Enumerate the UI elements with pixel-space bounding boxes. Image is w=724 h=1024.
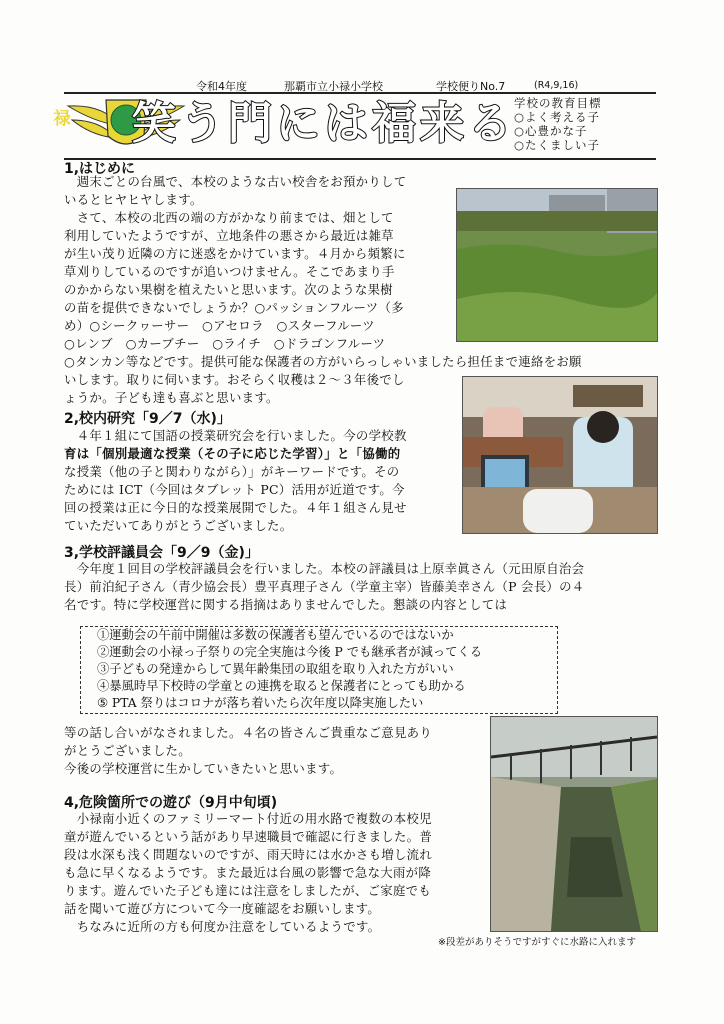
paragraph-line: のかからない果樹を植えたいと思います。次のような果樹 (64, 282, 393, 297)
section-4-body (64, 810, 432, 936)
paragraph-line: 名です。特に学校運営に関する指摘はありませんでした。懇談の内容としては (64, 597, 508, 612)
tablet-lesson-photo (463, 377, 657, 533)
section-2-body (64, 427, 407, 535)
paragraph-line: 今年度１回目の学校評議員会を行いました。本校の評議員は上原幸眞さん（元田原自治会 (64, 561, 585, 576)
paragraph-line: な授業（他の子と関わりながら）」がキーワードです。その (64, 464, 400, 479)
section-1-body (64, 173, 582, 407)
goal-item: ○たくましい子 (514, 138, 601, 152)
goal-item: ○よく考える子 (514, 110, 601, 124)
waterway-photo (490, 716, 658, 932)
paragraph-line: ４年１組にて国語の授業研究会を行いました。今の学校教 (64, 428, 407, 443)
section-2-heading: 2,校内研究「9／7（水)」 (64, 411, 231, 427)
discussion-points-box (80, 626, 558, 714)
discussion-point: ①運動会の午前中開催は多数の保護者も望んでいるのではないか (97, 628, 454, 642)
paragraph-line: 草刈りしているのですが追いつけません。そこであまり手 (64, 264, 395, 279)
discussion-point: ④暴風時早下校時の学童との連携を取ると保護者にとっても助かる (97, 679, 466, 693)
paragraph-line: 童が遊んでいるという話があり早速職員で確認に行きました。普 (64, 829, 433, 844)
discussion-point: ③子どもの発達からして異年齢集団の取組を取り入れた方がいい (97, 662, 454, 676)
paragraph-line: ちなみに近所の方も何度か注意をしているようです。 (64, 919, 381, 934)
paragraph-line: 小禄南小近くのファミリーマート付近の用水路で複数の本校児 (64, 811, 432, 826)
emblem-character: 禄 (53, 109, 71, 129)
goal-item: ○心豊かな子 (514, 124, 588, 138)
paragraph-line: ためには ICT（今回はタブレット PC）活用が近道です。今 (64, 482, 405, 497)
paragraph-line: ょうか。子ども達も喜ぶと思います。 (64, 390, 279, 405)
newsletter-title: 笑う門には福来る (132, 98, 516, 149)
paragraph-line: 利用していたようですが、立地条件の悪さから最近は雑草 (64, 228, 394, 243)
paragraph-line: ○タンカン等などです。提供可能な保護者の方がいらっしゃいましたら担任まで連絡をお願 (64, 354, 582, 369)
paragraph-line: 育は「個別最適な授業（その子に応じた学習）」と「協働的 (64, 446, 401, 461)
paragraph-line: 週末ごとの台風で、本校のような古い校舎をお預かりして (64, 174, 407, 189)
section-4-heading: 4,危険箇所での遊び（9月中旬頃) (64, 795, 278, 811)
header-issue-date: (R4,9,16) (534, 80, 579, 91)
paragraph-line: 等の話し合いがなされました。４名の皆さんご貴重なご意見あり (64, 725, 433, 740)
paragraph-line: 長）前泊紀子さん（青少協会長）豊平真理子さん（学童主宰）皆藤美幸さん（P 会長）の４ (64, 579, 585, 594)
paragraph-line: がとうございました。 (64, 743, 191, 758)
paragraph-line: も急に早くなるようです。また最近は台風の影響で急な大雨が降 (64, 865, 432, 880)
paragraph-line: 段は水深も浅く問題ないのですが、雨天時には水かさも増し流れ (64, 847, 433, 862)
paragraph-line: 話を聞いて遊び方について今一度確認をお願いします。 (64, 901, 381, 916)
paragraph-line: の苗を提供できないでしょうか？○パッションフルーツ（多 (64, 300, 404, 315)
discussion-point: ⑤ PTA 祭りはコロナが落ち着いたら次年度以降実施したい (97, 696, 424, 710)
paragraph-line: 今後の学校運営に生かしていきたいと思います。 (64, 761, 343, 776)
section-3-body (64, 560, 585, 614)
header-school: 那覇市立小禄小学校 (284, 80, 383, 93)
classroom-photo (462, 376, 658, 534)
section-3-closing (64, 724, 432, 778)
paragraph-line: 回の授業は正に今日的な授業展開でした。４年１組さん見せ (64, 500, 407, 515)
paragraph-line: ○レンブ ○カーブチー ○ライチ ○ドラゴンフルーツ (64, 336, 386, 351)
discussion-point: ②運動会の小禄っ子祭りの完全実施は今後 P でも継承者が減ってくる (97, 645, 482, 659)
paragraph-line: が生い茂り近隣の方に迷惑をかけています。４月から頻繁に (64, 246, 406, 261)
education-goals (514, 96, 652, 152)
irrigation-channel-photo (491, 717, 657, 931)
section-1-heading: 1,はじめに (64, 161, 136, 177)
paragraph-line: いします。取りに伺います。おそらく収穫は２～３年後でし (64, 372, 405, 387)
photo-caption: ※段差がありそうですがすぐに水路に入れます (438, 937, 636, 948)
goals-heading: 学校の教育目標 (514, 96, 602, 110)
paragraph-line: め）○シークヮーサー ○アセロラ ○スターフルーツ (64, 318, 375, 333)
header-date: 令和4年度 (196, 80, 247, 93)
paragraph-line: ります。遊んでいた子ども達には注意をしましたが、ご家庭でも (64, 883, 432, 898)
paragraph-line: さて、本校の北西の端の方がかなり前までは、畑として (64, 210, 394, 225)
section-3-heading: 3,学校評議員会「9／9（金)」 (64, 545, 259, 561)
header-newsletter-number: 学校便りNo.7 (436, 80, 506, 93)
paragraph-line: いるとヒヤヒヤします。 (64, 192, 203, 207)
paragraph-line: ていただいてありがとうございました。 (64, 518, 293, 533)
